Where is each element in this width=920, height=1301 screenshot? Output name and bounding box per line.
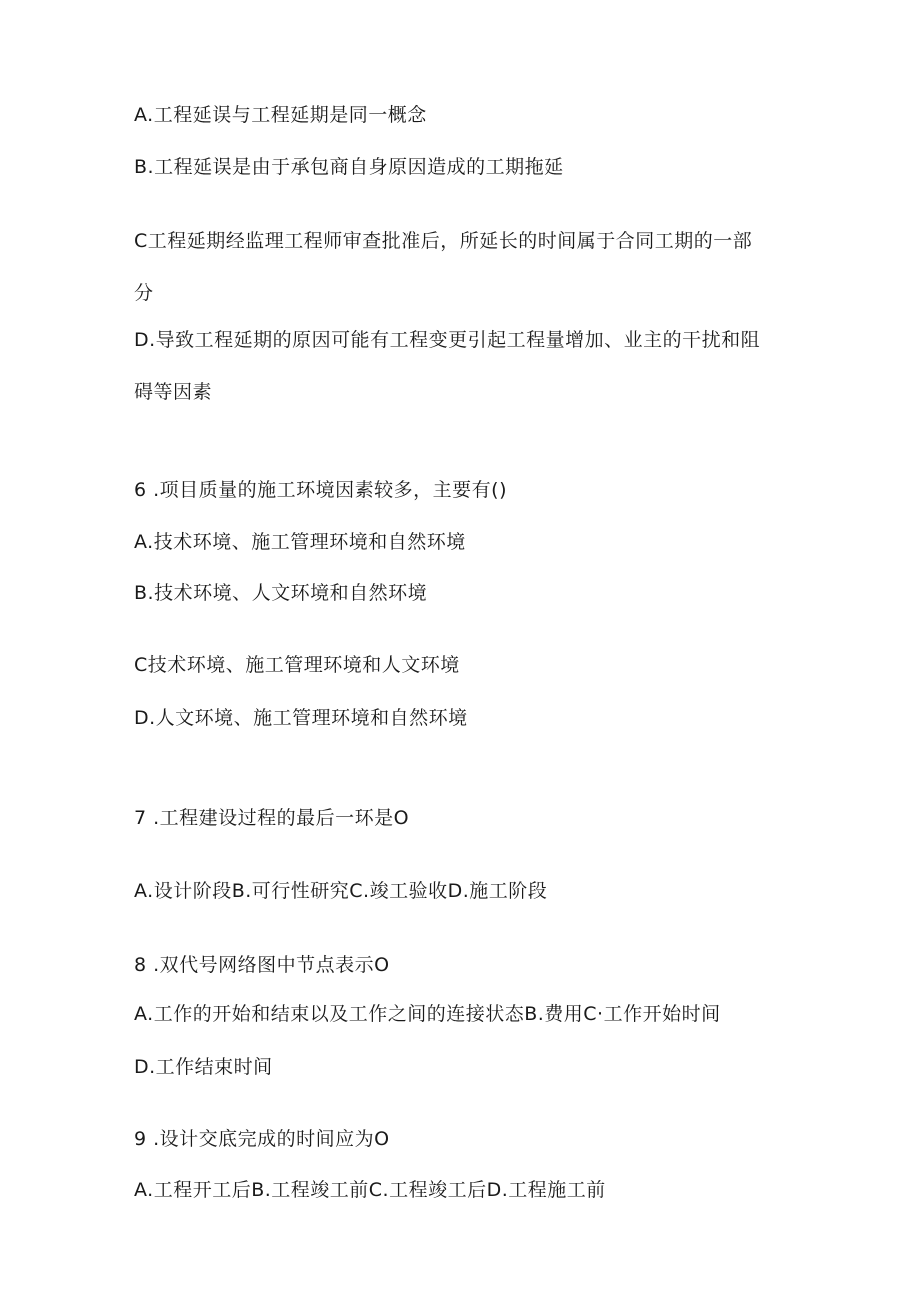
q7-options: A.设计阶段B.可行性研究C.竣工验收D.施工阶段 xyxy=(134,880,548,902)
q6-option-d: D.人文环境、施工管理环境和自然环境 xyxy=(134,707,468,729)
q5-option-a: A.工程延误与工程延期是同一概念 xyxy=(134,104,427,126)
q7-stem: 7 .工程建设过程的最后一环是O xyxy=(134,807,410,829)
q9-stem: 9 .设计交底完成的时间应为O xyxy=(134,1128,390,1150)
q8-stem: 8 .双代号网络图中节点表示O xyxy=(134,954,390,976)
q6-option-b: B.技术环境、人文环境和自然环境 xyxy=(134,582,428,604)
q6-option-c: C技术环境、施工管理环境和人文环境 xyxy=(134,654,460,676)
q6-option-a: A.技术环境、施工管理环境和自然环境 xyxy=(134,531,466,553)
q8-options-line2: D.工作结束时间 xyxy=(134,1056,273,1078)
q5-option-d-line2: 碍等因素 xyxy=(134,381,213,403)
q5-option-c-line1: C工程延期经监理工程师审查批准后，所延长的时间属于合同工期的一部 xyxy=(134,230,753,252)
q9-options: A.工程开工后B.工程竣工前C.工程竣工后D.工程施工前 xyxy=(134,1179,606,1201)
q8-options-line1: A.工作的开始和结束以及工作之间的连接状态B.费用C·工作开始时间 xyxy=(134,1003,721,1025)
q5-option-b: B.工程延误是由于承包商自身原因造成的工期拖延 xyxy=(134,156,564,178)
q5-option-c-line2: 分 xyxy=(134,282,154,304)
q5-option-d-line1: D.导致工程延期的原因可能有工程变更引起工程量增加、业主的干扰和阻 xyxy=(134,329,761,351)
q6-stem: 6 .项目质量的施工环境因素较多，主要有() xyxy=(134,479,507,501)
